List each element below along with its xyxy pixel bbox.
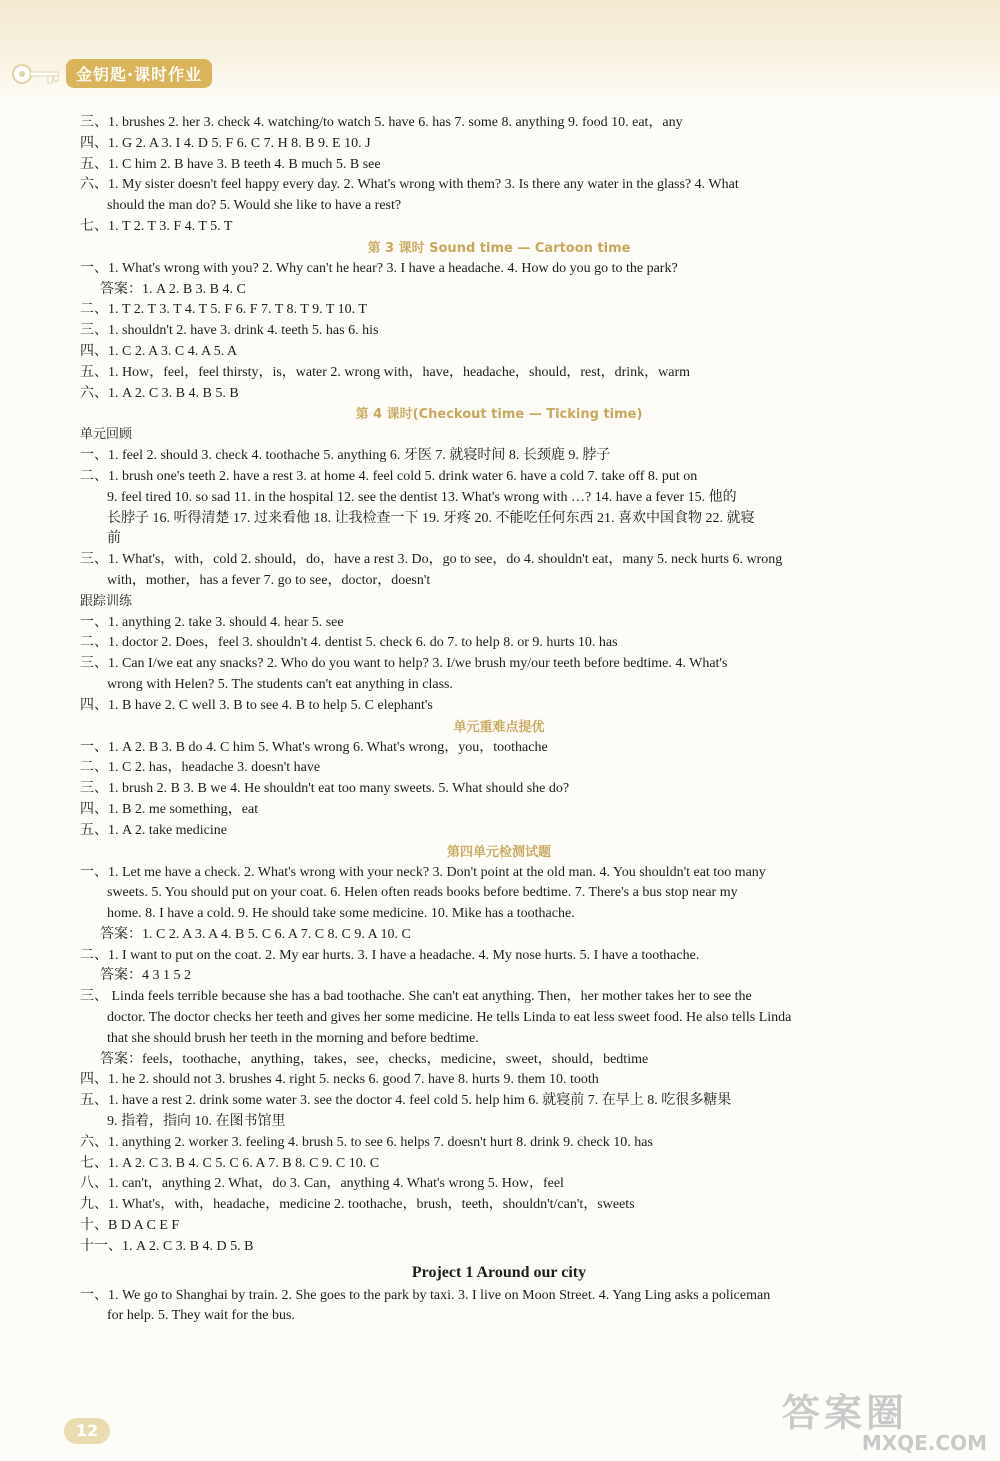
answer-line: 三、 Linda feels terrible because she has a bad toothache. She can't eat anything. Then，her mother takes her to see the xyxy=(80,989,752,1005)
answer-line: 四、1. B 2. me something，eat xyxy=(80,801,259,817)
answer-line: 二、1. doctor 2. Does，feel 3. shouldn't 4. dentist 5. check 6. do 7. to help 8. or 9. hurts 10. has xyxy=(80,635,618,651)
key-logo-icon xyxy=(8,56,64,90)
answer-line: 十一、1. A 2. C 3. B 4. D 5. B xyxy=(80,1238,254,1254)
answer-line: 二、1. C 2. has，headache 3. doesn't have xyxy=(80,760,321,776)
answer-line: 四、1. C 2. A 3. C 4. A 5. A xyxy=(80,343,238,359)
answer-line: 四、1. he 2. should not 3. brushes 4. right 5. necks 6. good 7. have 8. hurts 9. them 10. tooth xyxy=(80,1072,599,1088)
subsection-title: 跟踪训练 xyxy=(80,593,133,609)
answer-line: 八、1. can't，anything 2. What，do 3. Can，anything 4. What's wrong 5. How，feel xyxy=(80,1176,564,1192)
answer-line: 答案：feels，toothache，anything，takes，see，checks，medicine，sweet，should，bedtime xyxy=(100,1051,649,1067)
answer-line: 五、1. C him 2. B have 3. B teeth 4. B much 5. B see xyxy=(80,156,381,172)
answer-line: wrong with Helen? 5. The students can't eat anything in class. xyxy=(107,676,453,692)
answer-line: 长脖子 16. 听得清楚 17. 过来看他 18. 让我检查一下 19. 牙疼 20. 不能吃任何东西 21. 喜欢中国食物 22. 就寝 xyxy=(107,510,755,526)
book-title: 金钥匙·课时作业 xyxy=(66,59,212,88)
subsection-title: 单元回顾 xyxy=(80,427,133,443)
answer-line: 二、1. brush one's teeth 2. have a rest 3. at home 4. feel cold 5. drink water 6. have a cold 7. take off 8. put on xyxy=(80,468,698,484)
answer-line: 一、1. We go to Shanghai by train. 2. She goes to the park by taxi. 3. I live on Moon Street. 4. Yang Ling asks a policeman xyxy=(80,1287,771,1303)
answer-line: should the man do? 5. Would she like to have a rest? xyxy=(107,198,402,214)
answer-line: 五、1. have a rest 2. drink some water 3. see the doctor 4. feel cold 5. help him 6. 就寝前 7. 在早上 8. 吃很多糖果 xyxy=(80,1093,732,1109)
answer-line: 三、1. Can I/we eat any snacks? 2. Who do you want to help? 3. I/we brush my/our teeth before bedtime. 4. What's xyxy=(80,656,728,672)
watermark-url: MXQE.COM xyxy=(861,1431,987,1455)
answer-line: 三、1. brushes 2. her 3. check 4. watching/to watch 5. have 6. has 7. some 8. anything 9. food 10. eat，any xyxy=(80,115,683,130)
answer-line: 一、1. Let me have a check. 2. What's wrong with your neck? 3. Don't point at the old man. 4. You shouldn't eat too many xyxy=(80,864,766,880)
answer-line: home. 8. I have a cold. 9. He should take some medicine. 10. Mike has a toothache. xyxy=(107,906,575,922)
watermark-text: 答案圈 xyxy=(782,1391,909,1435)
answer-line: 四、1. G 2. A 3. I 4. D 5. F 6. C 7. H 8. B 9. E 10. J xyxy=(80,135,371,151)
answer-line: 一、1. anything 2. take 3. should 4. hear 5. see xyxy=(80,614,344,630)
answer-line: 二、1. T 2. T 3. T 4. T 5. F 6. F 7. T 8. T 9. T 10. T xyxy=(80,302,367,318)
answer-line: 七、1. A 2. C 3. B 4. C 5. C 6. A 7. B 8. C 9. C 10. C xyxy=(80,1155,380,1171)
section-heading: 第四单元检测试题 xyxy=(446,844,551,860)
answer-line: for help. 5. They wait for the bus. xyxy=(107,1308,295,1324)
answer-line: with，mother，has a fever 7. go to see，doctor，doesn't xyxy=(107,572,431,588)
answer-line: 前 xyxy=(107,531,121,547)
answer-line: 十、B D A C E F xyxy=(80,1218,180,1234)
answer-line: that she should brush her teeth in the morning and before bedtime. xyxy=(107,1030,479,1046)
answer-line: 六、1. anything 2. worker 3. feeling 4. brush 5. to see 6. helps 7. doesn't hurt 8. drink 9. check 10. has xyxy=(80,1134,653,1150)
section-heading: 单元重难点提优 xyxy=(453,719,545,735)
answer-line: 一、1. A 2. B 3. B do 4. C him 5. What's wrong 6. What's wrong，you，toothache xyxy=(80,739,548,755)
answer-line: 九、1. What's，with，headache，medicine 2. toothache，brush，teeth，shouldn't/can't，sweets xyxy=(80,1197,635,1213)
answer-line: 六、1. My sister doesn't feel happy every day. 2. What's wrong with them? 3. Is there any water in the glass? 4. What xyxy=(80,177,739,193)
page-number: 12 xyxy=(64,1418,110,1444)
answer-line: 答案：1. A 2. B 3. B 4. C xyxy=(100,281,246,297)
answer-line: 六、1. A 2. C 3. B 4. B 5. B xyxy=(80,385,239,401)
answer-line: 三、1. What's，with，cold 2. should，do，have a rest 3. Do，go to see，do 4. shouldn't eat，many 5. neck hurts 6. wrong xyxy=(80,552,783,568)
answer-line: 一、1. What's wrong with you? 2. Why can't he hear? 3. I have a headache. 4. How do you go to the park? xyxy=(80,260,678,276)
answer-line: 三、1. brush 2. B 3. B we 4. He shouldn't eat too many sweets. 5. What should she do? xyxy=(80,781,570,797)
answer-line: 五、1. How，feel，feel thirsty，is，water 2. wrong with，have，headache，should，rest，drink，warm xyxy=(80,364,691,380)
answer-line: 三、1. shouldn't 2. have 3. drink 4. teeth 5. has 6. his xyxy=(80,323,379,339)
answer-line: 五、1. A 2. take medicine xyxy=(80,822,227,838)
answer-line: 一、1. feel 2. should 3. check 4. toothache 5. anything 6. 牙医 7. 就寝时间 8. 长颈鹿 9. 脖子 xyxy=(80,448,611,464)
watermark-logo xyxy=(782,1382,987,1456)
section-heading: 第 3 课时 Sound time — Cartoon time xyxy=(367,240,631,256)
section-heading: 第 4 课时(Checkout time — Ticking time) xyxy=(355,407,643,423)
answer-line: sweets. 5. You should put on your coat. 6. Helen often reads books before bedtime. 7. There's a bus stop near my xyxy=(107,885,738,901)
answer-line: doctor. The doctor checks her teeth and gives her some medicine. He tells Linda to eat less sweet food. He also tells Linda xyxy=(107,1010,792,1026)
answer-line: 9. 指着，指向 10. 在图书馆里 xyxy=(107,1114,286,1130)
project-title: Project 1 Around our city xyxy=(411,1263,587,1281)
answer-line: 七、1. T 2. T 3. F 4. T 5. T xyxy=(80,218,233,234)
answer-content xyxy=(80,113,918,1327)
answer-line: 二、1. I want to put on the coat. 2. My ear hurts. 3. I have a headache. 4. My nose hurts. 5. I have a toothache. xyxy=(80,947,700,963)
answer-line: 答案：1. C 2. A 3. A 4. B 5. C 6. A 7. C 8. C 9. A 10. C xyxy=(100,926,411,942)
answer-line: 四、1. B have 2. C well 3. B to see 4. B to help 5. C elephant's xyxy=(80,697,433,713)
answer-line: 9. feel tired 10. so sad 11. in the hospital 12. see the dentist 13. What's wrong with …? 14. have a fever 15. 他的 xyxy=(107,489,737,505)
answer-line: 答案：4 3 1 5 2 xyxy=(100,968,191,984)
